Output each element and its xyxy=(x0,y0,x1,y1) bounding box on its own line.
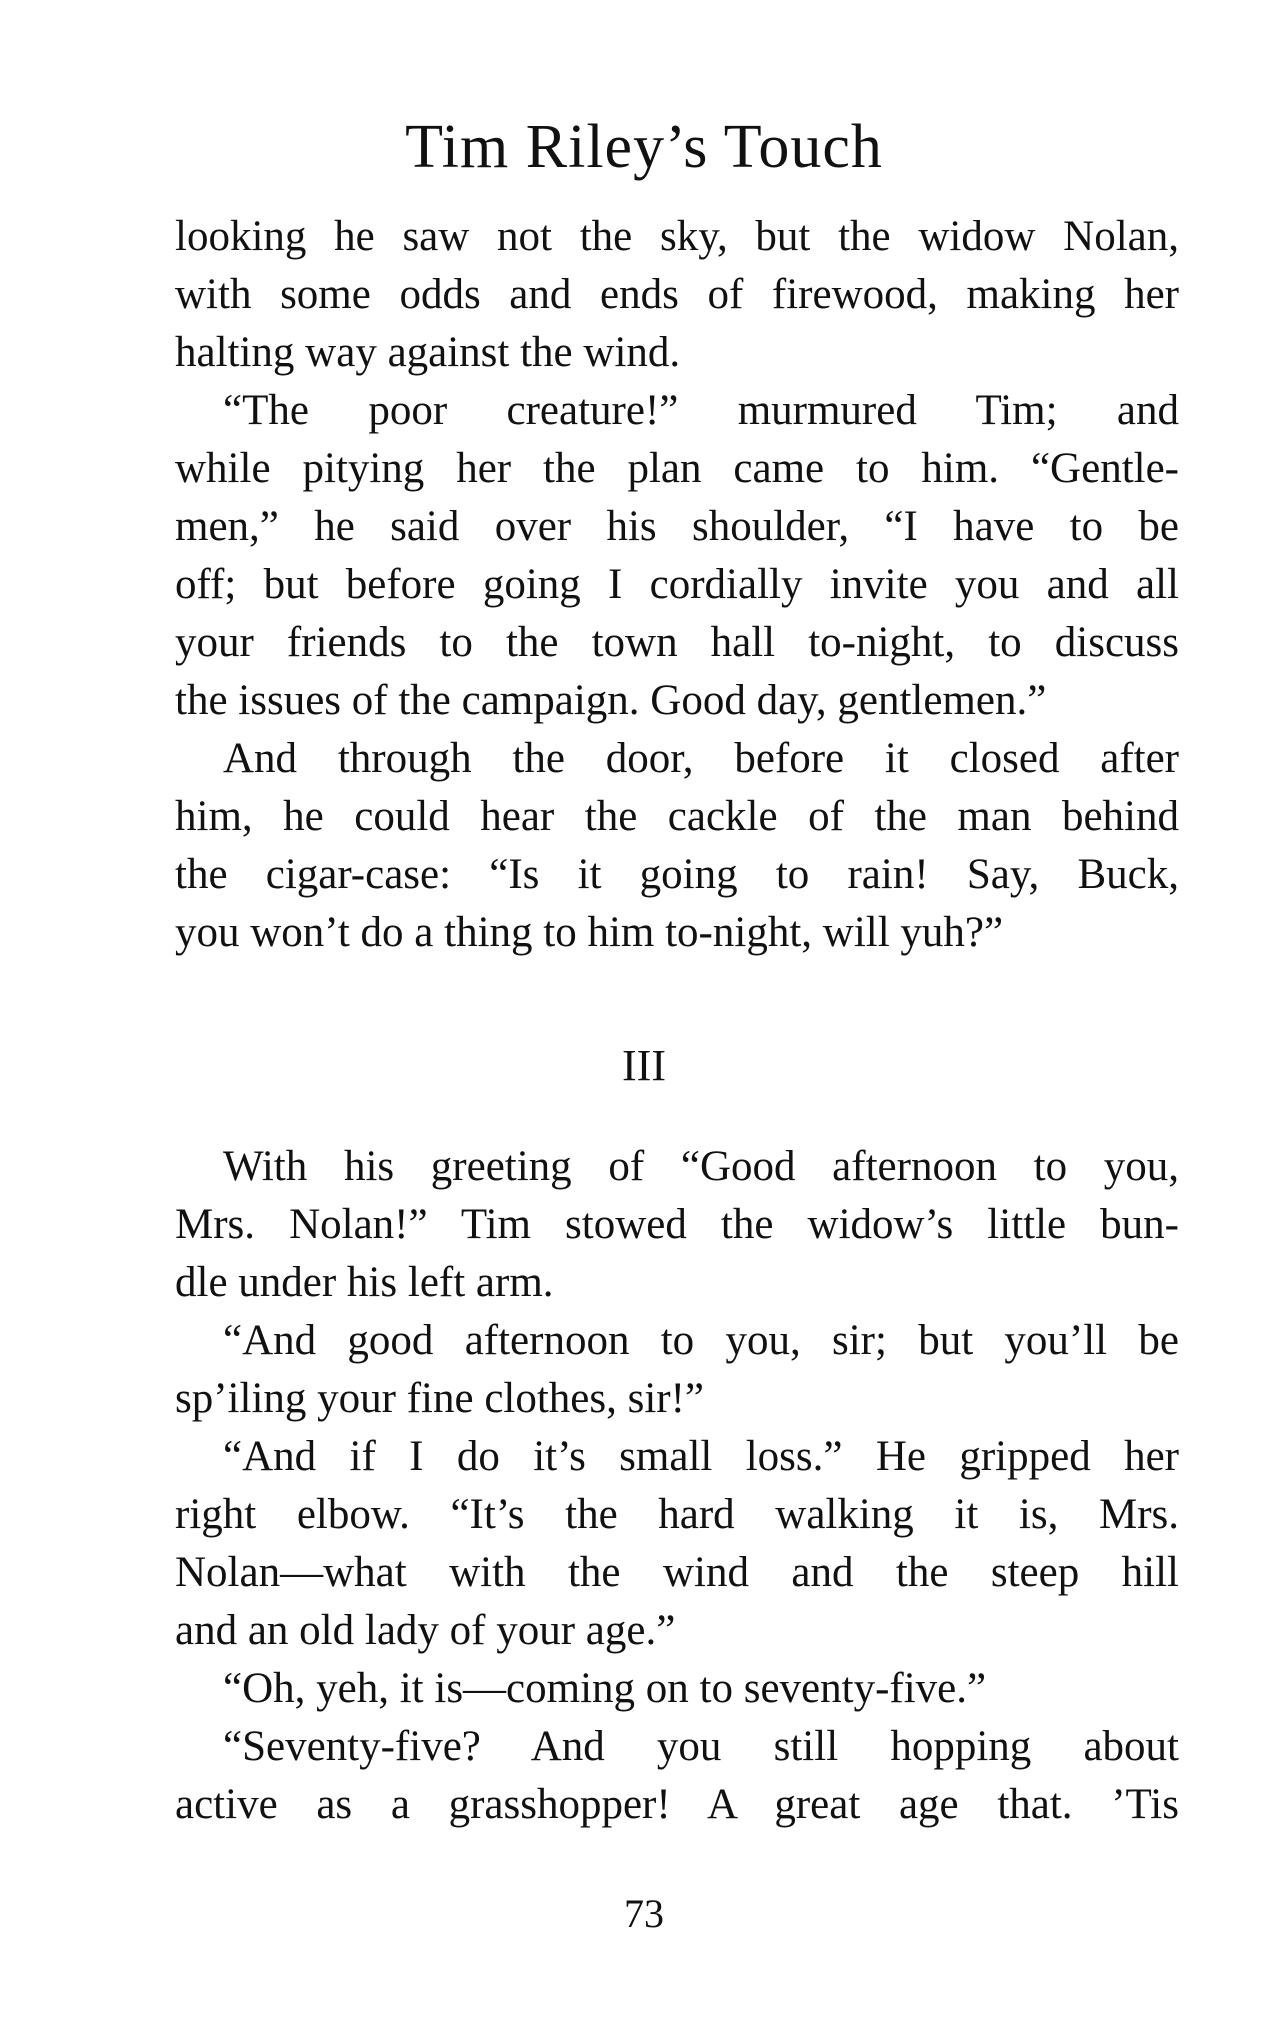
text-line: him, he could hear the cackle of the man behind xyxy=(175,793,1179,840)
text-line: your friends to the town hall to-night, to discuss xyxy=(175,619,1179,666)
text-line: looking he saw not the sky, but the widow Nolan, xyxy=(175,213,1179,260)
text-line: sp’iling your fine clothes, sir!” xyxy=(175,1375,705,1422)
text-line: “And good afternoon to you, sir; but you’ll be xyxy=(223,1317,1179,1364)
text-line: men,” he said over his shoulder, “I have to be xyxy=(175,503,1179,550)
text-line: right elbow. “It’s the hard walking it is, Mrs. xyxy=(175,1491,1179,1538)
text-line: And through the door, before it closed after xyxy=(223,735,1179,782)
text-line: halting way against the wind. xyxy=(175,329,681,376)
text-line: “And if I do it’s small loss.” He gripped her xyxy=(223,1433,1179,1480)
text-line: With his greeting of “Good afternoon to you, xyxy=(223,1143,1179,1190)
page-number: 73 xyxy=(624,1891,664,1936)
text-line: “The poor creature!” murmured Tim; and xyxy=(223,387,1179,434)
text-line: the cigar-case: “Is it going to rain! Say, Buck, xyxy=(175,851,1179,898)
text-line: the issues of the campaign. Good day, gentlemen.” xyxy=(175,677,1047,724)
running-header: Tim Riley’s Touch xyxy=(405,113,883,181)
text-line: Nolan—what with the wind and the steep hill xyxy=(175,1549,1179,1596)
text-line: with some odds and ends of firewood, making her xyxy=(175,271,1179,318)
section-heading: III xyxy=(622,1041,666,1090)
text-line: and an old lady of your age.” xyxy=(175,1607,676,1654)
text-line: you won’t do a thing to him to-night, will yuh?” xyxy=(175,909,1004,956)
text-line: active as a grasshopper! A great age that. ’Tis xyxy=(175,1781,1179,1828)
text-line: Mrs. Nolan!” Tim stowed the widow’s little bun- xyxy=(175,1201,1179,1248)
text-line: dle under his left arm. xyxy=(175,1259,554,1306)
text-line: off; but before going I cordially invite you and all xyxy=(175,561,1179,608)
text-line: while pitying her the plan came to him. “Gentle- xyxy=(175,445,1179,492)
text-line: “Seventy-five? And you still hopping about xyxy=(223,1723,1179,1770)
text-line: “Oh, yeh, it is—coming on to seventy-five.” xyxy=(223,1665,987,1712)
